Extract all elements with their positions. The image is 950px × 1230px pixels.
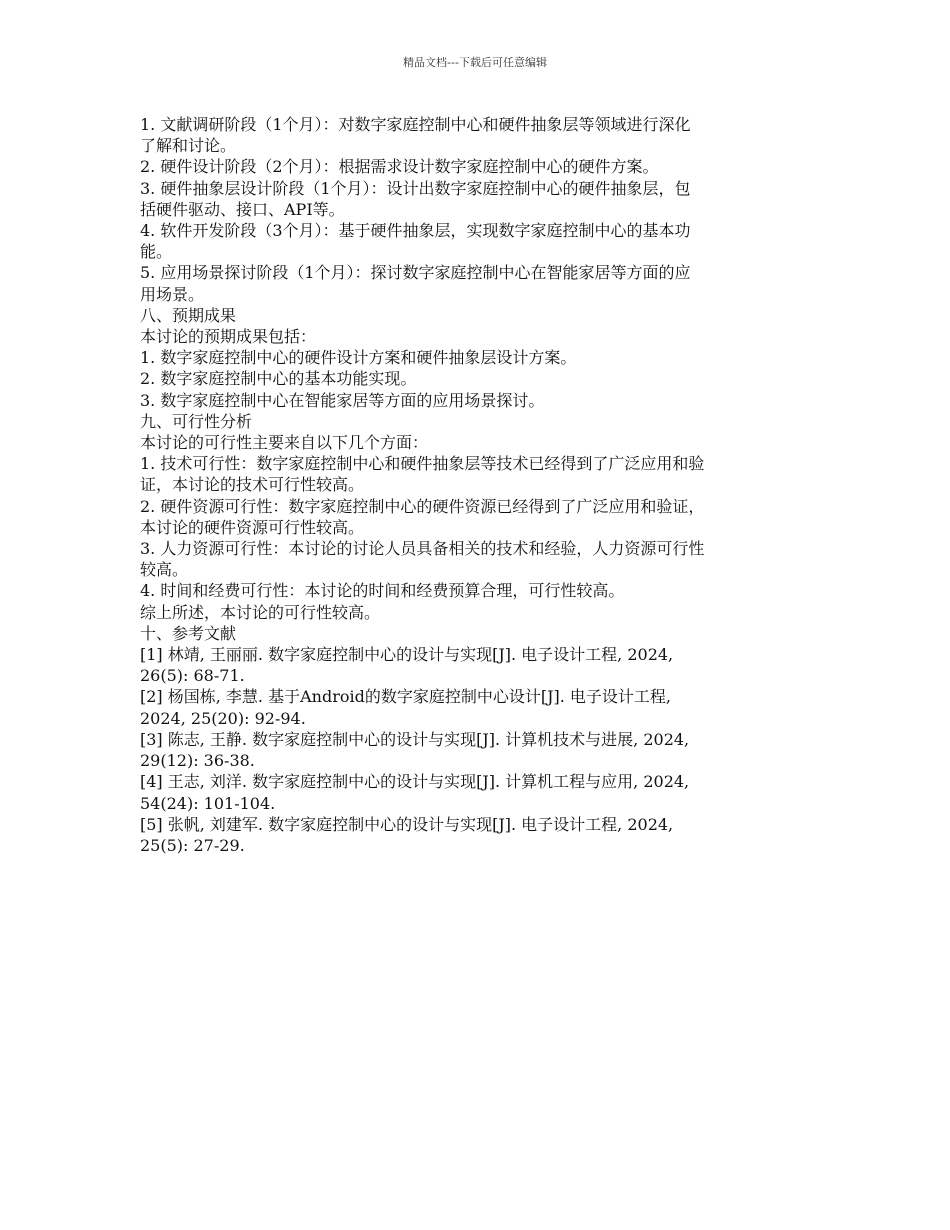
reference-line: [1] 林靖, 王丽丽. 数字家庭控制中心的设计与实现[J]. 电子设计工程, 2024, xyxy=(140,645,674,665)
text-line: 能。 xyxy=(140,242,173,262)
text-line: 本讨论的可行性主要来自以下几个方面： xyxy=(140,433,429,453)
text-line: 较高。 xyxy=(140,560,189,580)
text-line: 4. 时间和经费可行性：本讨论的时间和经费预算合理，可行性较高。 xyxy=(140,581,625,601)
reference-line: [4] 王志, 刘洋. 数字家庭控制中心的设计与实现[J]. 计算机工程与应用, 2024, xyxy=(140,772,690,792)
text-line: 1. 技术可行性：数字家庭控制中心和硬件抽象层等技术已经得到了广泛应用和验 xyxy=(140,454,705,474)
section-heading: 八、预期成果 xyxy=(140,305,237,325)
text-line: 2. 硬件资源可行性：数字家庭控制中心的硬件资源已经得到了广泛应用和验证， xyxy=(140,496,705,516)
document-body xyxy=(140,114,812,856)
reference-line: 26(5): 68-71. xyxy=(140,666,245,686)
section-heading: 十、参考文献 xyxy=(140,623,237,643)
text-line: 括硬件驱动、接口、API等。 xyxy=(140,199,345,219)
text-line: 4. 软件开发阶段（3个月）：基于硬件抽象层，实现数字家庭控制中心的基本功 xyxy=(140,221,691,241)
reference-line: [2] 杨国栋, 李慧. 基于Android的数字家庭控制中心设计[J]. 电子设计工程, xyxy=(140,687,671,707)
text-line: 2. 数字家庭控制中心的基本功能实现。 xyxy=(140,369,417,389)
reference-line: 29(12): 36-38. xyxy=(140,751,255,771)
page-header: 精品文档---下载后可任意编辑 xyxy=(403,56,547,69)
text-line: 本讨论的预期成果包括： xyxy=(140,327,317,347)
text-line: 1. 文献调研阶段（1个月）：对数字家庭控制中心和硬件抽象层等领域进行深化 xyxy=(140,115,691,134)
reference-line: 54(24): 101-104. xyxy=(140,793,276,813)
text-line: 5. 应用场景探讨阶段（1个月）：探讨数字家庭控制中心在智能家居等方面的应 xyxy=(140,263,691,283)
section-heading: 九、可行性分析 xyxy=(140,411,253,431)
text-line: 了解和讨论。 xyxy=(140,136,237,156)
text-line: 1. 数字家庭控制中心的硬件设计方案和硬件抽象层设计方案。 xyxy=(140,348,577,368)
reference-line: 2024, 25(20): 92-94. xyxy=(140,708,306,728)
text-line: 用场景。 xyxy=(140,284,205,304)
reference-line: [5] 张帆, 刘建军. 数字家庭控制中心的设计与实现[J]. 电子设计工程, 2024, xyxy=(140,814,674,834)
reference-line: [3] 陈志, 王静. 数字家庭控制中心的设计与实现[J]. 计算机技术与进展, 2024, xyxy=(140,729,690,749)
text-line: 综上所述，本讨论的可行性较高。 xyxy=(140,602,381,622)
text-line: 3. 人力资源可行性：本讨论的讨论人员具备相关的技术和经验，人力资源可行性 xyxy=(140,539,705,559)
text-line: 2. 硬件设计阶段（2个月）：根据需求设计数字家庭控制中心的硬件方案。 xyxy=(140,157,659,177)
text-line: 3. 数字家庭控制中心在智能家居等方面的应用场景探讨。 xyxy=(140,390,545,410)
text-line: 证，本讨论的技术可行性较高。 xyxy=(140,475,365,495)
text-line: 本讨论的硬件资源可行性较高。 xyxy=(140,517,365,537)
text-line: 3. 硬件抽象层设计阶段（1个月）：设计出数字家庭控制中心的硬件抽象层，包 xyxy=(140,178,691,198)
reference-line: 25(5): 27-29. xyxy=(140,835,245,855)
